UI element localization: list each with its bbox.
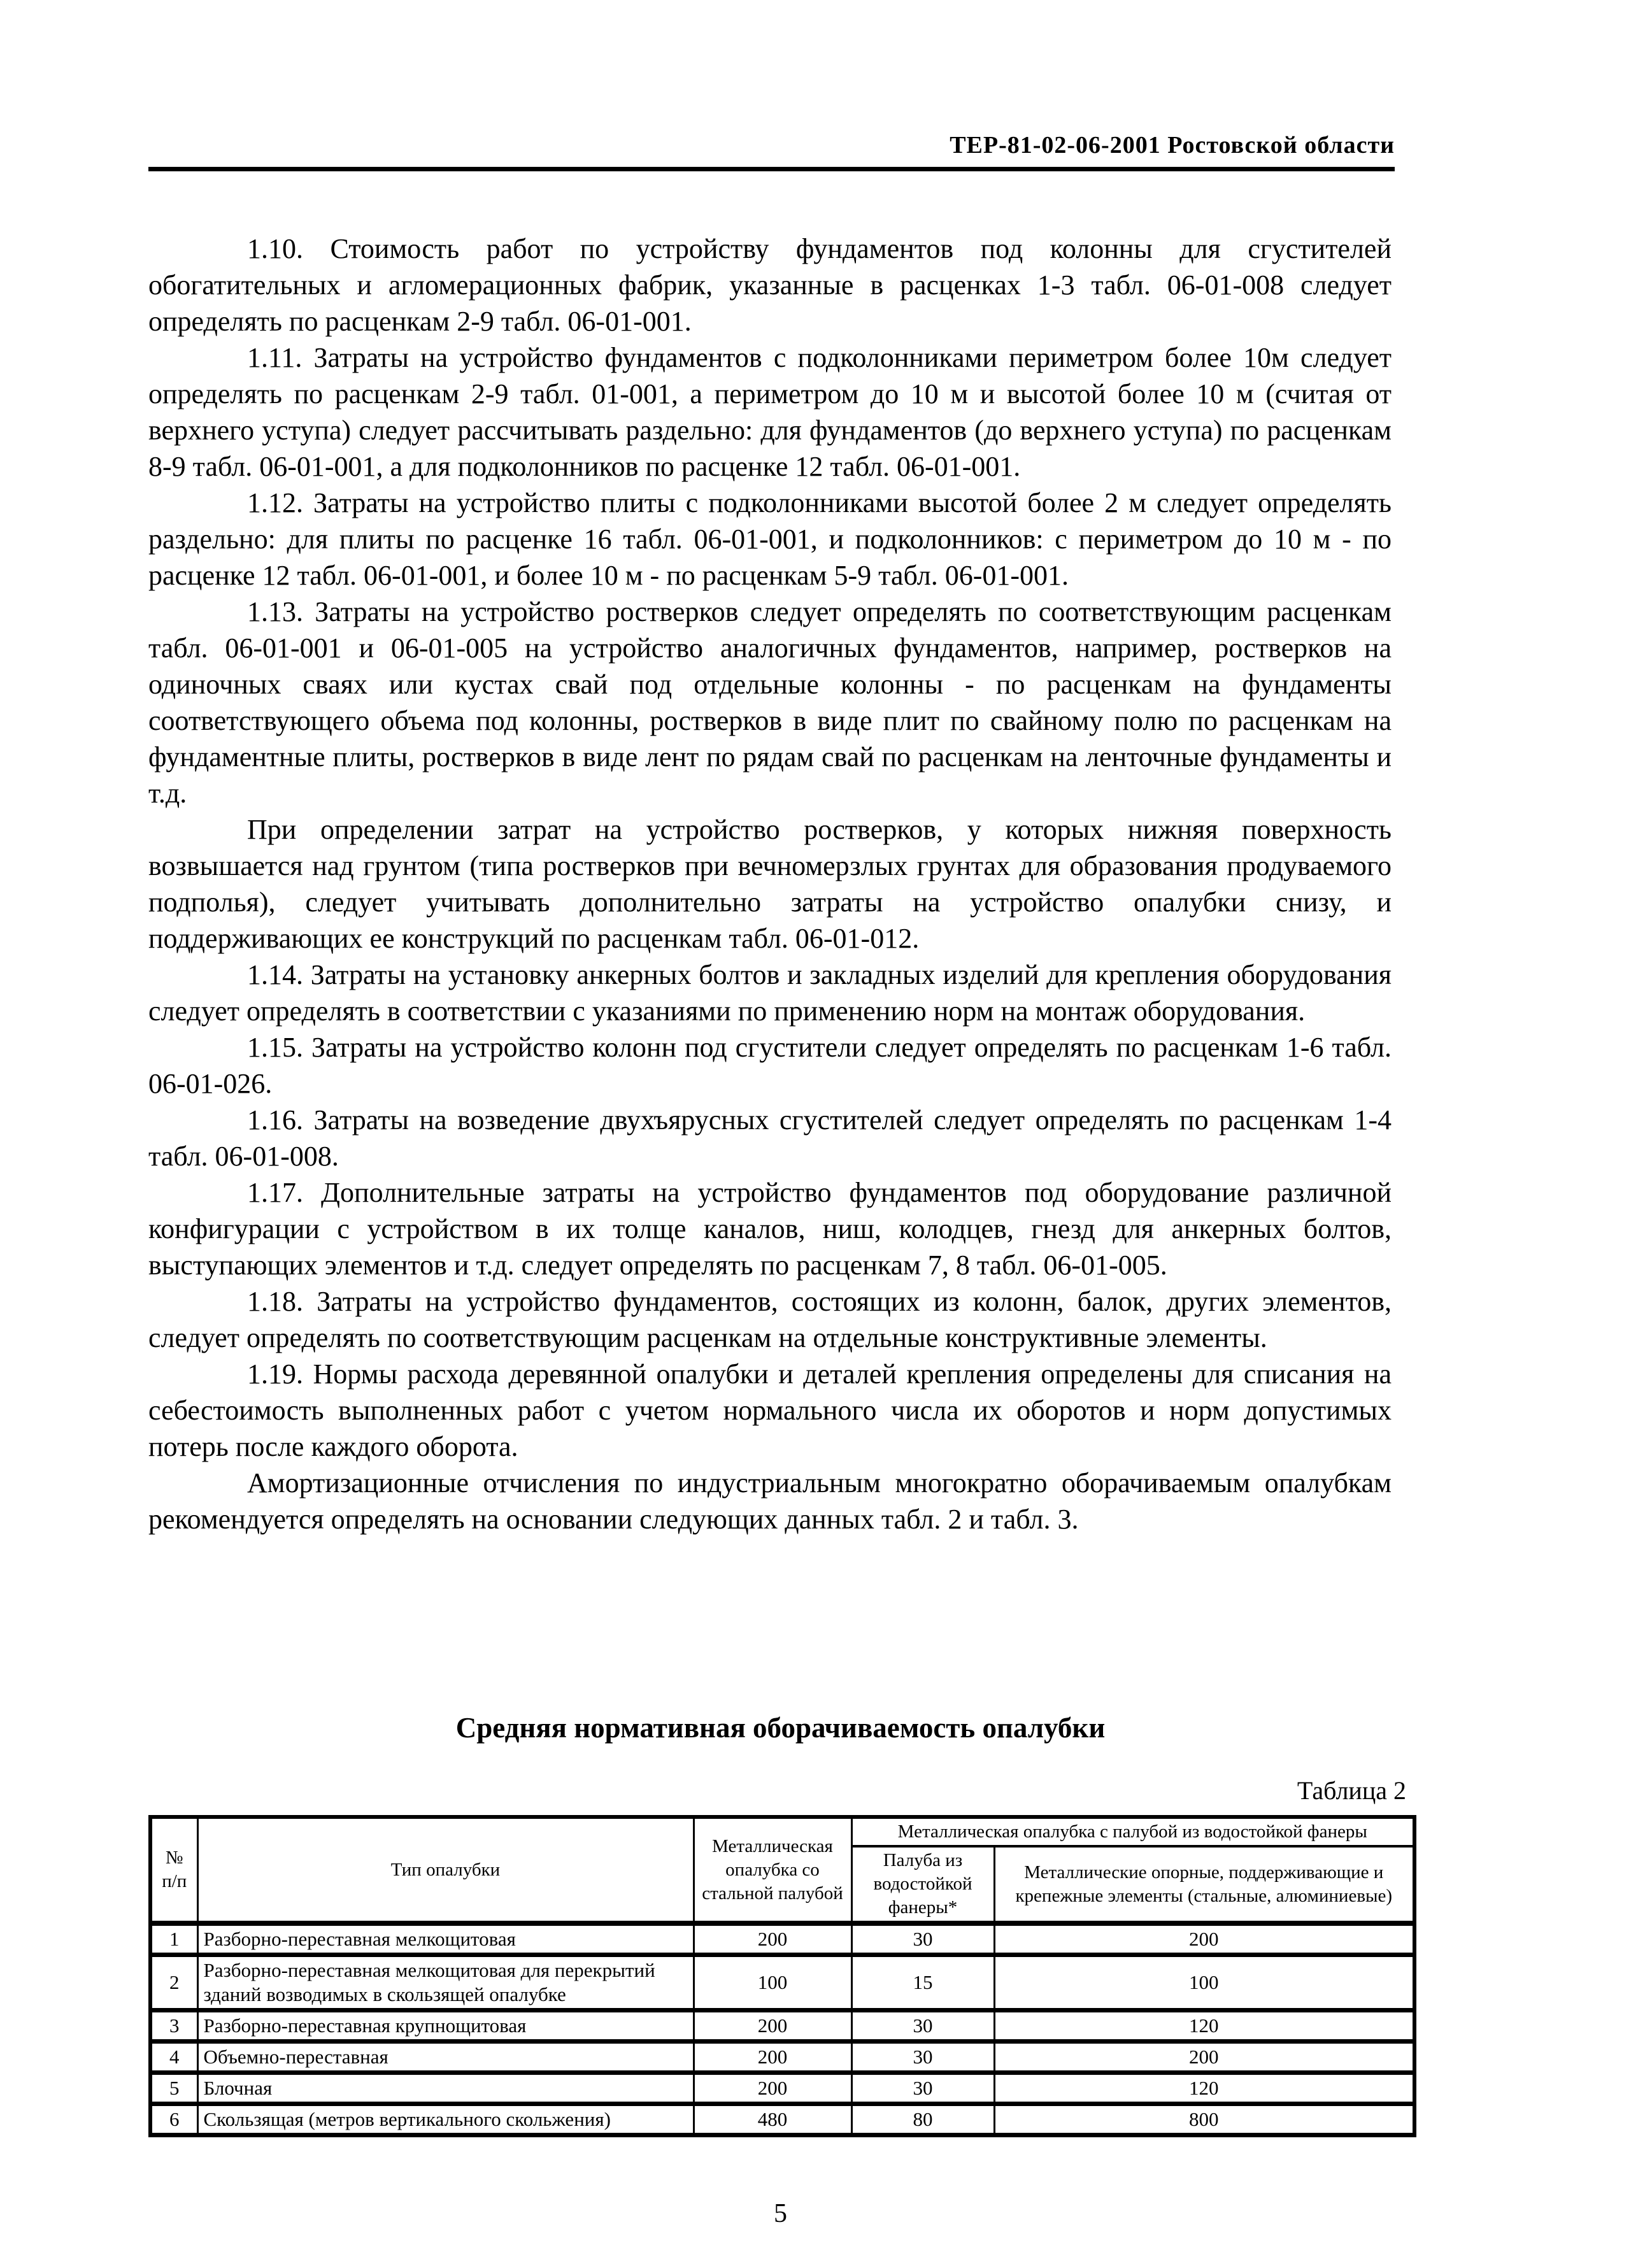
paragraph-1-18: 1.18. Затраты на устройство фундаментов, состоящих из колонн, балок, других элементов, следует определять по соответствующим расценкам на отдельные конструктивные элементы. <box>148 1286 1392 1353</box>
paragraph-1-10: 1.10. Стоимость работ по устройству фундаментов под колонны для сгустителей обогатительных и агломерационных фабрик, указанные в расценках 1-3 табл. 06-01-008 следует определять по расценкам 2-9 табл. 06-01-001. <box>148 233 1392 337</box>
document-code-header: ТЕР-81-02-06-2001 Ростовской области <box>148 131 1395 171</box>
cell-num: 4 <box>150 2042 197 2073</box>
paragraph-1-17: 1.17. Дополнительные затраты на устройство фундаментов под оборудование различной конфигурации с устройством в их толще каналов, ниш, колодцев, гнезд для анкерных болтов, выступающих элементов и т.д. следует определять по расценкам 7, 8 табл. 06-01-005. <box>148 1177 1392 1281</box>
cell-num: 2 <box>150 1955 197 2011</box>
table-header-row-1 <box>150 1817 1414 1846</box>
cell-support: 200 <box>994 1923 1414 1955</box>
table-section <box>148 1684 1413 2137</box>
cell-deck: 15 <box>851 1955 994 2011</box>
paragraph-1-11: 1.11. Затраты на устройство фундаментов с подколонниками периметром более 10м следует определять по расценкам 2-9 табл. 01-001, а периметром до 10 м и высотой более 10 м (считая от верхнего уступа) следует рассчитывать раздельно: для фундаментов (до верхнего уступа) по расценкам 8-9 табл. 06-01-001, а для подколонников по расценке 12 табл. 06-01-001. <box>148 342 1392 482</box>
cell-steel: 200 <box>694 2011 851 2042</box>
cell-num: 6 <box>150 2104 197 2135</box>
table-row <box>150 1923 1414 1955</box>
cell-support: 200 <box>994 2042 1414 2073</box>
cell-type: Объемно-переставная <box>197 2042 694 2073</box>
page-number: 5 <box>774 2199 787 2228</box>
cell-num: 5 <box>150 2073 197 2104</box>
paragraph-1-12: 1.12. Затраты на устройство плиты с подколонниками высотой более 2 м следует определять раздельно: для плиты по расценке 16 табл. 06-01-001, и подколонников: с периметром до 10 м - по расценке 12 табл. 06-01-001, и более 10 м - по расценкам 5-9 табл. 06-01-001. <box>148 487 1392 591</box>
paragraph-1-15: 1.15. Затраты на устройство колонн под сгустители следует определять по расценкам 1-6 табл. 06-01-026. <box>148 1032 1392 1099</box>
cell-deck: 30 <box>851 2011 994 2042</box>
cell-steel: 200 <box>694 1923 851 1955</box>
cell-deck: 30 <box>851 2073 994 2104</box>
table-row <box>150 1955 1414 2011</box>
paragraph-amortization: Амортизационные отчисления по индустриальным многократно оборачиваемым опалубкам рекомендуется определять на основании следующих данных табл. 2 и табл. 3. <box>148 1467 1392 1535</box>
table-row <box>150 2104 1414 2135</box>
column-header-steel-deck: Металлическая опалубка со стальной палубой <box>694 1817 851 1923</box>
cell-support: 120 <box>994 2011 1414 2042</box>
cell-type: Разборно-переставная мелкощитовая для перекрытий зданий возводимых в скользящей опалубке <box>197 1955 694 2011</box>
cell-type: Разборно-переставная мелкощитовая <box>197 1923 694 1955</box>
paragraph-grillage-note: При определении затрат на устройство ростверков, у которых нижняя поверхность возвышается над грунтом (типа ростверков при вечномерзлых грунтах для образования продуваемого подполья), следует учитывать дополнительно затраты на устройство опалубки снизу, и поддерживающих ее конструкций по расценкам табл. 06-01-012. <box>148 814 1392 954</box>
paragraph-1-16: 1.16. Затраты на возведение двухъярусных сгустителей следует определять по расценкам 1-4 табл. 06-01-008. <box>148 1104 1392 1172</box>
column-header-support-elements: Металлические опорные, поддерживающие и крепежные элементы (стальные, алюминиевые) <box>994 1846 1414 1923</box>
cell-type: Скользящая (метров вертикального скольжения) <box>197 2104 694 2135</box>
cell-type: Разборно-переставная крупнощитовая <box>197 2011 694 2042</box>
table-row <box>150 2011 1414 2042</box>
column-group-plywood: Металлическая опалубка с палубой из водостойкой фанеры <box>851 1817 1414 1846</box>
cell-support: 800 <box>994 2104 1414 2135</box>
cell-steel: 100 <box>694 1955 851 2011</box>
cell-support: 100 <box>994 1955 1414 2011</box>
column-header-plywood-deck: Палуба из водостойкой фанеры* <box>851 1846 994 1923</box>
cell-deck: 30 <box>851 2042 994 2073</box>
section-heading: Средняя нормативная оборачиваемость опалубки <box>455 1712 1106 1744</box>
cell-steel: 200 <box>694 2073 851 2104</box>
cell-support: 120 <box>994 2073 1414 2104</box>
paragraph-1-14: 1.14. Затраты на установку анкерных болтов и закладных изделий для крепления оборудования следует определять в соответствии с указаниями по применению норм на монтаж оборудования. <box>148 959 1392 1027</box>
cell-deck: 80 <box>851 2104 994 2135</box>
cell-steel: 200 <box>694 2042 851 2073</box>
cell-num: 3 <box>150 2011 197 2042</box>
cell-deck: 30 <box>851 1923 994 1955</box>
cell-num: 1 <box>150 1923 197 1955</box>
paragraph-1-19: 1.19. Нормы расхода деревянной опалубки и деталей крепления определены для списания на себестоимость выполненных работ с учетом нормального числа их оборотов и норм допустимых потерь после каждого оборота. <box>148 1358 1392 1462</box>
table-row <box>150 2042 1414 2073</box>
body-text <box>148 231 1392 1689</box>
cell-steel: 480 <box>694 2104 851 2135</box>
column-header-type: Тип опалубки <box>197 1817 694 1923</box>
formwork-turnover-table <box>148 1815 1416 2137</box>
paragraph-1-13: 1.13. Затраты на устройство ростверков следует определять по соответствующим расценкам табл. 06-01-001 и 06-01-005 на устройство аналогичных фундаментов, например, ростверков на одиночных сваях или кустах свай под отдельные колонны - по расценкам на фундаменты соответствующего объема под колонны, ростверков в виде плит по свайному полю по расценкам на фундаментные плиты, ростверков в виде лент по рядам свай по расценкам на ленточные фундаменты и т.д. <box>148 596 1392 809</box>
table-label: Таблица 2 <box>1297 1776 1406 1805</box>
cell-type: Блочная <box>197 2073 694 2104</box>
table-row <box>150 2073 1414 2104</box>
column-header-num: № п/п <box>150 1817 197 1923</box>
